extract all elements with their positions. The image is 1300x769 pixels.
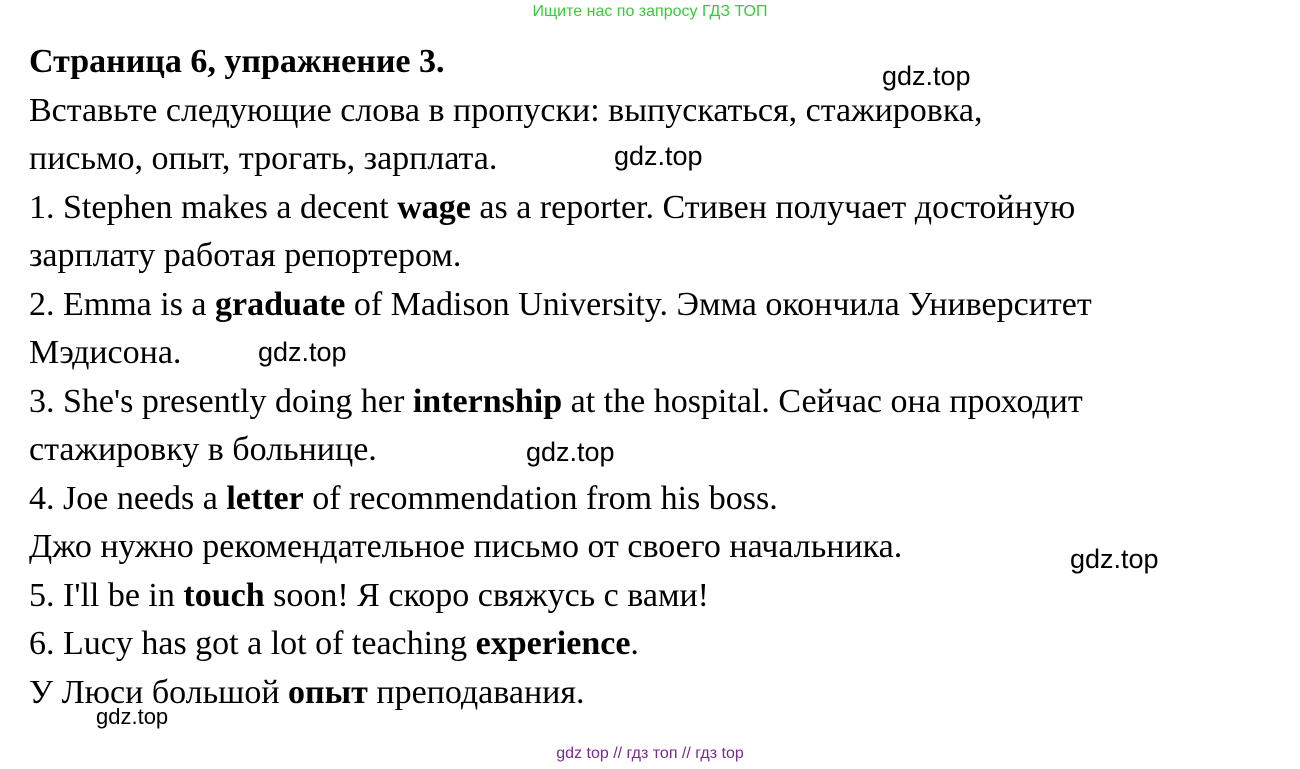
item-6-text-b: . (630, 625, 639, 662)
item-2-text-b: of Madison University. Эмма окончила Университет (345, 285, 1092, 323)
footer-links: gdz top // гдз топ // гдз top (556, 745, 744, 762)
instruction-line-2: письмо, опыт, трогать, зарплата. (29, 140, 498, 177)
item-3-text-b: at the hospital. Сейчас она проходит (562, 382, 1083, 420)
item-6-line-2 (29, 669, 1289, 718)
item-6-translation-a: У Люси большой (29, 673, 289, 711)
item-6-translation-answer: опыт (288, 673, 368, 711)
watermark: gdz.top (1070, 544, 1159, 574)
item-1-text-b: as a reporter. Стивен получает достойную (470, 188, 1076, 226)
item-2-text-a: 2. Emma is a (29, 285, 216, 323)
item-3-answer: internship (412, 382, 563, 420)
watermark: gdz.top (96, 704, 169, 729)
item-4-answer: letter (226, 479, 304, 517)
watermark: gdz.top (258, 337, 347, 367)
watermark: gdz.top (526, 437, 615, 467)
item-3-text-a: 3. She's presently doing her (29, 382, 413, 420)
item-4-line-2: Джо нужно рекомендательное письмо от своего начальника. (29, 528, 903, 565)
item-1-line-2: зарплату работая репортером. (29, 237, 462, 274)
item-1-line-1 (29, 184, 1289, 233)
item-5-text-b: soon! Я скоро свяжусь с вами! (264, 576, 709, 614)
exercise-title: Страница 6, упражнение 3. (29, 43, 445, 80)
item-5-text-a: 5. I'll be in (29, 576, 184, 614)
item-2-line-2: Мэдисона. (29, 334, 182, 371)
item-1-text-a: 1. Stephen makes a decent (29, 188, 398, 226)
watermark: gdz.top (882, 61, 971, 91)
item-2-answer: graduate (215, 285, 346, 323)
item-1-answer: wage (397, 188, 471, 226)
item-4-text-b: of recommendation from his boss. (303, 479, 778, 517)
item-5-line-1 (29, 572, 1289, 621)
item-3-line-1 (29, 378, 1289, 427)
item-4-line-1 (29, 475, 1289, 524)
item-6-answer: experience (475, 625, 631, 662)
top-banner: Ищите нас по запросу ГДЗ ТОП (532, 3, 768, 20)
instruction-line-1: Вставьте следующие слова в пропуски: выпускаться, стажировка, (29, 91, 983, 129)
watermark: gdz.top (614, 141, 703, 171)
item-2-line-1 (29, 281, 1289, 330)
item-4-text-a: 4. Joe needs a (29, 479, 227, 517)
item-6-text-a: 6. Lucy has got a lot of teaching (29, 625, 476, 662)
item-6-line-1 (29, 620, 1289, 669)
item-3-line-2: стажировку в больнице. (29, 431, 377, 468)
item-6-translation-b: преподавания. (367, 673, 585, 711)
item-5-answer: touch (183, 576, 265, 614)
